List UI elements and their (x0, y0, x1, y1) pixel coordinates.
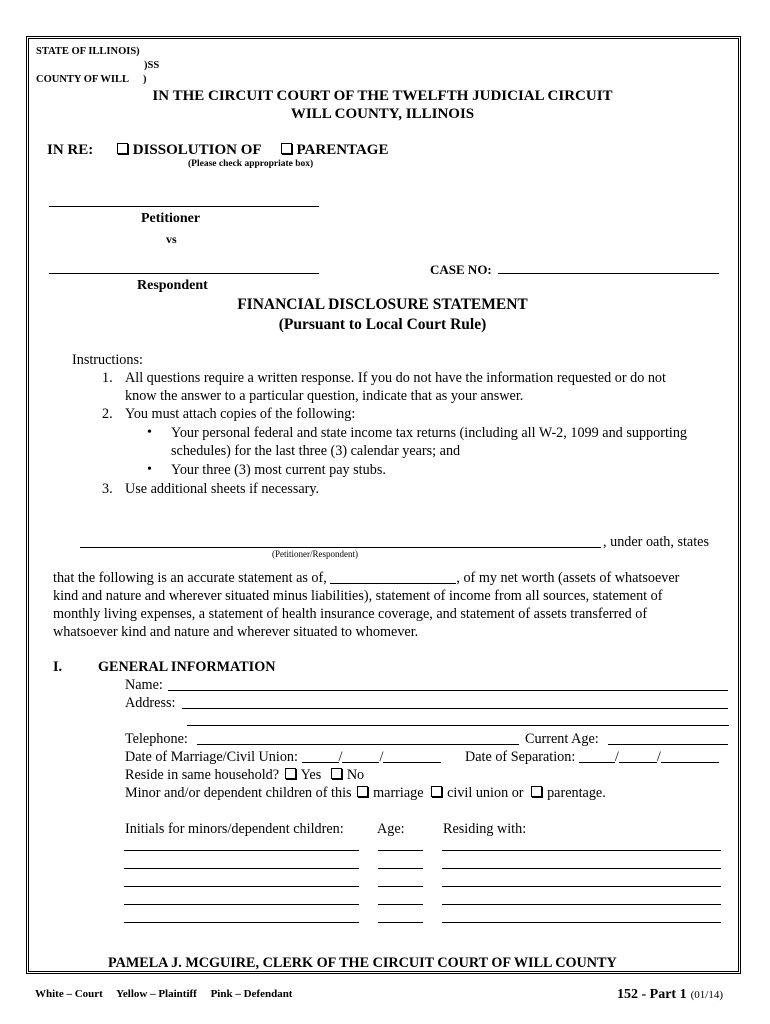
telephone-label: Telephone: (125, 731, 188, 747)
child-age-field[interactable] (378, 922, 423, 923)
item2-num: 2. (102, 406, 113, 422)
marriage-date-row: Date of Marriage/Civil Union: / / (125, 749, 441, 766)
marriage-label: marriage (373, 785, 424, 801)
bullet1-line1: Your personal federal and state income tax returns (including all W-2, 1099 and supporting (171, 425, 688, 441)
separation-year-field[interactable] (661, 750, 719, 763)
child-residing-field[interactable] (442, 868, 721, 869)
marriage-date-label: Date of Marriage/Civil Union: (125, 749, 298, 765)
caption-county: COUNTY OF WILL (36, 74, 129, 85)
petitioner-name-line[interactable] (49, 206, 319, 207)
name-label: Name: (125, 677, 163, 693)
form-date: (01/14) (690, 989, 723, 1001)
court-line1: IN THE CIRCUIT COURT OF THE TWELFTH JUDICIAL CIRCUIT (152, 88, 613, 104)
check-note: (Please check appropriate box) (188, 159, 314, 169)
child-residing-field[interactable] (442, 886, 721, 887)
declarant-name-line[interactable] (80, 547, 601, 548)
telephone-field[interactable] (197, 744, 519, 745)
petitioner-label: Petitioner (141, 211, 201, 226)
child-age-field[interactable] (378, 886, 423, 887)
separation-date-label: Date of Separation: (465, 749, 576, 765)
statement-date-line[interactable] (330, 571, 456, 584)
item2-text: You must attach copies of the following: (125, 406, 356, 422)
caption-county-paren: ) (143, 74, 147, 85)
case-no-label: CASE NO: (430, 262, 492, 277)
child-residing-field[interactable] (442, 850, 721, 851)
dissolution-checkbox[interactable] (117, 143, 128, 154)
case-no-line[interactable] (498, 273, 719, 274)
separation-month-field[interactable] (579, 750, 615, 763)
item1-line2: know the answer to a particular question, indicate that as your answer. (125, 388, 524, 404)
oath-line4: whatsoever kind and nature and wherever situated to whomever. (53, 624, 419, 640)
clerk-name: PAMELA J. MCGUIRE, CLERK OF THE CIRCUIT COURT OF WILL COUNTY (108, 955, 617, 971)
separation-day-field[interactable] (619, 750, 657, 763)
name-field[interactable] (168, 690, 728, 691)
child-age-field[interactable] (378, 904, 423, 905)
marriage-year-field[interactable] (383, 750, 441, 763)
reside-no-label: No (346, 767, 365, 783)
reside-label: Reside in same household? (125, 767, 280, 783)
child-age-field[interactable] (378, 868, 423, 869)
parentage-checkbox[interactable] (281, 143, 292, 154)
vs-label: vs (166, 232, 177, 246)
item3-num: 3. (102, 481, 113, 497)
section-number: I. (53, 659, 63, 675)
form-number (617, 985, 723, 1003)
caption-state: STATE OF ILLINOIS) (36, 46, 140, 57)
in-re (47, 142, 388, 159)
reside-row (125, 767, 364, 784)
marriage-day-field[interactable] (342, 750, 379, 763)
caption-ss: )SS (144, 60, 160, 71)
form-no: 152 - Part 1 (617, 987, 687, 1002)
item1-line1: All questions require a written response. If you do not have the information requested or do not (125, 370, 666, 386)
col-residing: Residing with: (443, 821, 527, 837)
address-field-1[interactable] (182, 708, 728, 709)
court-line2: WILL COUNTY, ILLINOIS (290, 106, 475, 122)
address-label: Address: (125, 695, 176, 711)
child-residing-field[interactable] (442, 922, 721, 923)
parentage-label: PARENTAGE (296, 142, 389, 158)
in-re-label: IN RE: (47, 142, 94, 158)
item1-num: 1. (102, 370, 113, 386)
child-age-field[interactable] (378, 850, 423, 851)
form-title: FINANCIAL DISCLOSURE STATEMENT (237, 296, 528, 313)
marriage-checkbox[interactable] (357, 786, 368, 797)
bullet1-line2: schedules) for the last three (3) calendar years; and (171, 443, 461, 459)
civil-union-checkbox[interactable] (431, 786, 442, 797)
under-oath-text: , under oath, states (603, 534, 709, 550)
oath-line1-a: that the following is an accurate statement as of, (53, 570, 327, 586)
child-initials-field[interactable] (124, 850, 359, 851)
reside-no-checkbox[interactable] (331, 768, 342, 779)
reside-yes-label: Yes (300, 767, 322, 783)
col-age: Age: (377, 821, 405, 837)
child-initials-field[interactable] (124, 904, 359, 905)
current-age-field[interactable] (608, 744, 728, 745)
bullet-icon: • (147, 425, 152, 440)
minor-row (125, 785, 606, 802)
copy-distribution: White – Court Yellow – Plaintiff Pink – Defendant (35, 988, 293, 1000)
respondent-label: Respondent (137, 278, 208, 293)
separation-date-row: Date of Separation: / / (465, 749, 719, 766)
instructions-heading: Instructions: (72, 352, 143, 368)
parentage-child-label: parentage. (547, 785, 606, 801)
marriage-month-field[interactable] (302, 750, 339, 763)
current-age-label: Current Age: (525, 731, 599, 747)
col-initials: Initials for minors/dependent children: (125, 821, 344, 837)
address-field-2[interactable] (187, 725, 729, 726)
item3-text: Use additional sheets if necessary. (125, 481, 320, 497)
role-note: (Petitioner/Respondent) (272, 549, 358, 559)
form-subtitle: (Pursuant to Local Court Rule) (278, 316, 487, 333)
oath-line2: kind and nature and wherever situated minus liabilities), statement of income from all sources, statement of (53, 588, 663, 604)
section-heading: GENERAL INFORMATION (98, 659, 276, 675)
oath-line1-b: , of my net worth (assets of whatsoever (456, 570, 680, 586)
civil-union-label: civil union or (447, 785, 524, 801)
child-initials-field[interactable] (124, 868, 359, 869)
minor-label: Minor and/or dependent children of this (125, 785, 352, 801)
dissolution-label: DISSOLUTION OF (132, 142, 261, 158)
child-residing-field[interactable] (442, 904, 721, 905)
reside-yes-checkbox[interactable] (285, 768, 296, 779)
parentage-child-checkbox[interactable] (531, 786, 542, 797)
child-initials-field[interactable] (124, 886, 359, 887)
bullet2-text: Your three (3) most current pay stubs. (171, 462, 386, 478)
child-initials-field[interactable] (124, 922, 359, 923)
oath-line1 (53, 570, 679, 587)
bullet-icon: • (147, 462, 152, 477)
oath-line3: monthly living expenses, a statement of health insurance coverage, and statement of assets transferred of (53, 606, 648, 622)
respondent-name-line[interactable] (49, 273, 319, 274)
